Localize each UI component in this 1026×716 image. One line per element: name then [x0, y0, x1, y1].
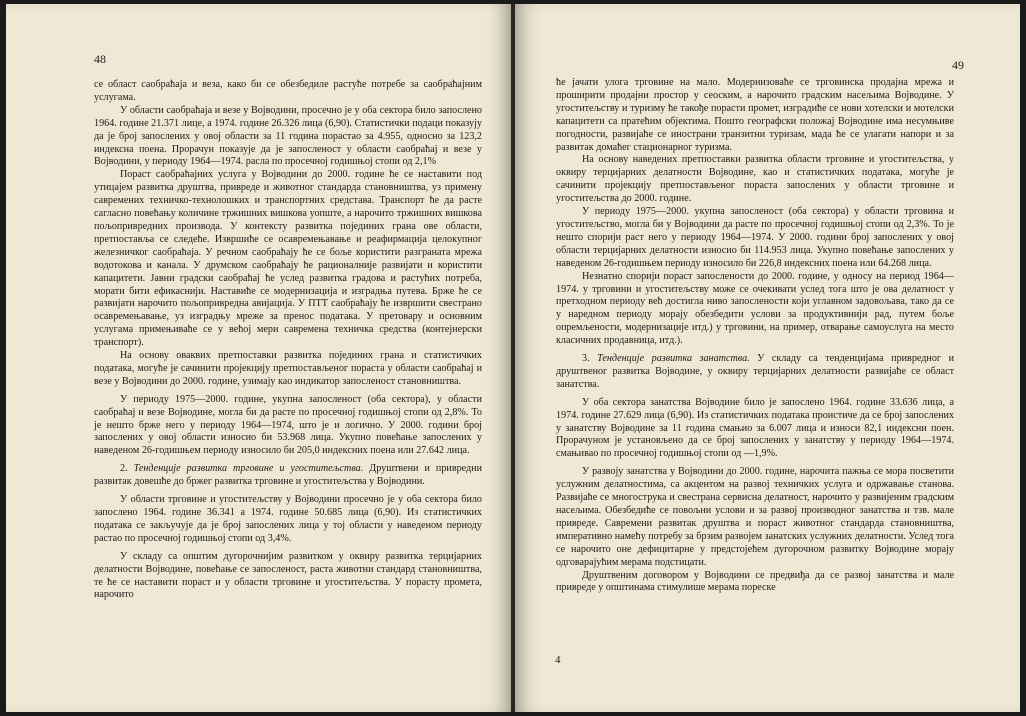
paragraph: Незнатно спорији пораст запослености до 2000. године, у односу на период 1964—1974. у трговини и угоститељству може се очекивати услед тога што је ова делатност у претходном периоду већ достигла ниво запослености који углавном задовољава, тако да се у наредном периоду морају обезбедити услови за продуктивнији рад, путем боље опремљености, модернизације итд.) у трговини, на пример, отварање самоуслуга на место класичних продавница, итд.). — [556, 270, 954, 347]
right-page-text — [556, 77, 954, 595]
section-lead: У складу са тенденцијама привредног и друштвеног развитка Војводине, у оквиру терцијарних делатности развијаће се област занатства. — [556, 353, 954, 390]
section-title: Тенденције развитка занатства. — [597, 353, 750, 365]
section-title: Тенденције развитка трговине и угоститељства. — [133, 463, 364, 475]
paragraph: На основу наведених претпоставки развитка области трговине и угоститељства, у оквиру терцијарних делатности Војводине, као и статистичких података, могуће је сачинити пројекцију претпостављеног пораста запослених у области трговине и угоститељства до 2000. године. — [556, 154, 954, 205]
paragraph: У области трговине и угоститељству у Војводини просечно је у оба сектора било запослено 1964. године 36.341 а 1974. године 50.685 лица (6,90). Из статистичких података се закључује да је број запослених лица у тој области у наведеном периоду растао по просечној годишњој стопи од 3,4%. — [94, 494, 482, 544]
section-heading-paragraph — [94, 463, 482, 489]
right-page — [513, 4, 1020, 712]
paragraph: У развоју занатства у Војводини до 2000. године, нарочита пажња се мора посветити услужним делатностима, са акцентом на развој техничких услуга и одржавање станова. Развијаће се многострука и свестрана сервисна делатност, нарочито у развијеним градским насељима. Обезбедиће се повољни услови и за развој производног занатства и тзв. мале привреде. Савремени развитак друштва и пораст животног стандарда становништва, императивно намећу потребу за брзим развојем занатских услужних делатности. Услед тога се нарочито оне дефицитарне у предстојећем дугорочном развитку Војводине морају одговарајућим мерама подстицати. — [556, 466, 954, 568]
section-lead: Друштвени и привредни развитак довешће до бржег развитка трговине и угоститељства у Војводини. — [94, 463, 483, 488]
paragraph: На основу оваквих претпоставки развитка појединих грана и статистичких података, могуће је сачинити пројекцију претпостављеног пораста у области саобраћај и везе у Војводини до 2000. године, узимају као индикатор запосленост становништва. — [94, 350, 482, 387]
paragraph: У области саобраћаја и везе у Војводини, просечно је у оба сектора било запослено 1964. године 21.371 лице, а 1974. године 26.326 лица (6,90). Статистички подаци показују да је број запослених у овој области за 11 година порастао за 4.955, односно за 123,2 индексна поена. Прорачун показује да је запосленост у области саобраћај и везе у Војводини, у периоду 1964—1974. расла по просечној годишњој стопи од 2,1% — [94, 104, 482, 168]
left-page-text — [94, 79, 482, 602]
paragraph: У складу са општим дугорочнијим развитком у оквиру развитка терцијарних делатности Војводине, повећање се запосленост, раста животни стандард становништва, те ће се наставити пораст и у области трговине и угоститељства. У порасту промета, нарочито — [94, 550, 482, 601]
section-heading-paragraph — [556, 353, 954, 392]
paragraph: У периоду 1975—2000. укупна запосленост (оба сектора) у области трговина и угоститељство, могла би у Војводини да расте по просечној годишњој стопи од 2,3%. То је нешто спорији раст него у периоду 1964—1974. У 2000. години број запослених у овој области терцијарних делатности износио би 114.953 лица. Укупно повећање запослених у наведеном 26-годишњем периоду износило би 226,8 индексних поена или 64.268 лица. — [556, 206, 954, 269]
left-page — [6, 4, 513, 712]
signature-mark: 4 — [555, 654, 561, 666]
paragraph: Пораст саобраћајних услуга у Војводини до 2000. године ће се наставити под утицајем развитка друштва, привреде и животног стандарда становништва, уз примену савремених техничко-технолошких и транспортних средстава. Транспорт ће да расте сагласно повећању количине тржишних вишкова уопште, а нарочито тржишних вишкова пољопривредних производа. У контексту развитка појединих грана ове области, претпоставља се следеће. Извршиће се осавремењавање и реафирмација целокупног железничког саобраћаја. У речном саобраћају ће се боље користити разграната мрежа водотокова и канала. У друмском саобраћају ће рационалније развијати и користити капацитети. Јавни градски саобраћај ће услед развитка градова и растућих потреба, морати бити ефикаснији. Наставиће се модернизација и изградња путева. Брже ће се развијати нарочито пољопривредна авијација. У ПТТ саобраћају ће извршити свестрано осавремењавање, уз изградњу мреже за пренос података. У претовару и основним услугама примењиваће се у већој мери савремена техничка средства (контејнерски транспорт). — [94, 169, 482, 349]
page-number-right: 49 — [952, 58, 964, 72]
page-number-left: 48 — [94, 52, 106, 66]
book-gutter — [511, 4, 515, 712]
paragraph: се област саобраћаја и веза, како би се обезбедиле растуће потребе за саобраћајним услугама. — [94, 79, 482, 103]
paragraph: Друштвеним договором у Војводини се предвиђа да се развој занатства и мале привреде у општинама стимулише мерама пореске — [556, 569, 954, 594]
paragraph: У оба сектора занатства Војводине било је запослено 1964. године 33.636 лица, а 1974. године 27.629 лица (6,90). Из статистичких података проистиче да се број запослених у занатству Војводине за 11 година смањио за 6.007 лица и износи 82,1 индексни поен. Прорачуном је установљено да се број запослених у занатству у периоду 1964—1974. смањивао по просечној годишњој стопи од —1,9%. — [556, 396, 954, 460]
paragraph: ће јачати улога трговине на мало. Модернизоваће се трговинска продајна мрежа и проширити продајни простор у сеоским, а нарочито градским насељима Војводине. У угоститељству и туризму ће такође порасти промет, изградиће се нови хотелски и мотелски капацитети са пратећим објектима. Пошто географски положај Војводине има несумњиве погодности, развијаће се инострани транзитни туризам, мада ће се улагати напори и за развитак домаћег стационарног туризма. — [556, 77, 954, 153]
book-spread — [6, 4, 1020, 712]
paragraph: У периоду 1975—2000. године, укупна запосленост (оба сектора), у области саобраћај и везе Војводине, могла би да расте по просечној годишњој стопи од 2,8%. То је нешто брже него у периоду 1964—1974, што је и логично. У 2000. години број запослених у овој области износио би 53.968 лица. Укупно повећање запослених у наведеном 26-годишњем периоду износило би 205,0 индексних поена или 27.642 лица. — [94, 393, 482, 457]
section-number: 2. — [120, 463, 134, 475]
section-number: 3. — [582, 353, 598, 365]
